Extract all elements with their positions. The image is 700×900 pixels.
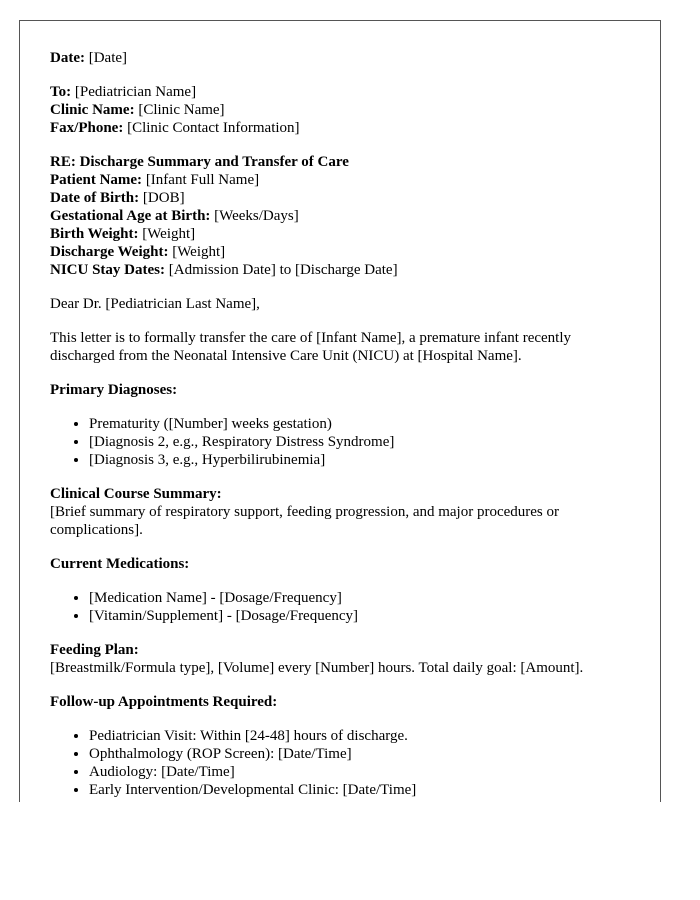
- list-item: • Ophthalmology (ROP Screen): [Date/Time]: [89, 745, 630, 763]
- field-label: NICU Stay Dates:: [50, 262, 165, 278]
- to-value: [Pediatrician Name]: [74, 84, 197, 100]
- diagnoses-list: [50, 415, 630, 469]
- date-block: [50, 49, 630, 67]
- letter-content: [50, 49, 630, 802]
- list-item: • Pediatrician Visit: Within [24-48] hours of discharge.: [89, 727, 630, 745]
- intro-paragraph: This letter is to formally transfer the care of [Infant Name], a premature infant recently discharged from the Neonatal Intensive Care Unit (NICU) at [Hospital Name].: [50, 330, 572, 364]
- clinical-course-heading: Clinical Course Summary:: [50, 486, 222, 502]
- followup-heading-block: [50, 693, 630, 711]
- patient-name-line: [50, 171, 630, 189]
- letter-page: [19, 20, 661, 802]
- list-item: • Audiology: [Date/Time]: [89, 763, 630, 781]
- feeding-text: [Breastmilk/Formula type], [Volume] every [Number] hours. Total daily goal: [Amount].: [50, 660, 584, 676]
- medications-list: [50, 589, 630, 625]
- diagnoses-heading: Primary Diagnoses:: [50, 382, 178, 398]
- list-item: • [Diagnosis 3, e.g., Hyperbilirubinemia]: [89, 451, 630, 469]
- salutation: Dear Dr. [Pediatrician Last Name],: [50, 296, 260, 312]
- date-label: Date:: [50, 50, 85, 66]
- field-value: [Infant Full Name]: [145, 172, 260, 188]
- gestational-age-line: [50, 207, 630, 225]
- nicu-stay-line: [50, 261, 630, 279]
- recipient-block: [50, 83, 630, 137]
- field-label: Gestational Age at Birth:: [50, 208, 211, 224]
- re-block: [50, 153, 630, 279]
- list-item: • [Medication Name] - [Dosage/Frequency]: [89, 589, 630, 607]
- list-item: • Prematurity ([Number] weeks gestation): [89, 415, 630, 433]
- discharge-weight-line: [50, 243, 630, 261]
- clinic-value: [Clinic Name]: [138, 102, 225, 118]
- field-value: [Weight]: [142, 226, 196, 242]
- field-value: [Weeks/Days]: [214, 208, 299, 224]
- followup-list: [50, 727, 630, 799]
- clinic-line: [50, 101, 630, 119]
- list-item: • [Vitamin/Supplement] - [Dosage/Frequency]: [89, 607, 630, 625]
- field-label: Patient Name:: [50, 172, 143, 188]
- field-label: Birth Weight:: [50, 226, 139, 242]
- to-label: To:: [50, 84, 72, 100]
- list-item: • [Diagnosis 2, e.g., Respiratory Distress Syndrome]: [89, 433, 630, 451]
- medications-heading: Current Medications:: [50, 556, 190, 572]
- field-value: [DOB]: [142, 190, 185, 206]
- date-value: [Date]: [88, 50, 128, 66]
- feeding-heading: Feeding Plan:: [50, 642, 139, 658]
- clinic-label: Clinic Name:: [50, 102, 135, 118]
- feeding-block: [50, 641, 630, 677]
- to-line: [50, 83, 630, 101]
- fax-label: Fax/Phone:: [50, 120, 124, 136]
- field-label: Date of Birth:: [50, 190, 140, 206]
- followup-heading: Follow-up Appointments Required:: [50, 694, 278, 710]
- medications-heading-block: [50, 555, 630, 573]
- fax-value: [Clinic Contact Information]: [127, 120, 300, 136]
- fax-line: [50, 119, 630, 137]
- diagnoses-heading-block: [50, 381, 630, 399]
- dob-line: [50, 189, 630, 207]
- re-subject: RE: Discharge Summary and Transfer of Care: [50, 154, 349, 170]
- field-value: [Admission Date] to [Discharge Date]: [168, 262, 398, 278]
- field-label: Discharge Weight:: [50, 244, 169, 260]
- field-value: [Weight]: [172, 244, 226, 260]
- clinical-course-text: [Brief summary of respiratory support, feeding progression, and major procedures or complications].: [50, 504, 560, 538]
- birth-weight-line: [50, 225, 630, 243]
- clinical-course-block: [50, 485, 630, 539]
- list-item: • Early Intervention/Developmental Clinic: [Date/Time]: [89, 781, 630, 799]
- date-line: [50, 49, 630, 67]
